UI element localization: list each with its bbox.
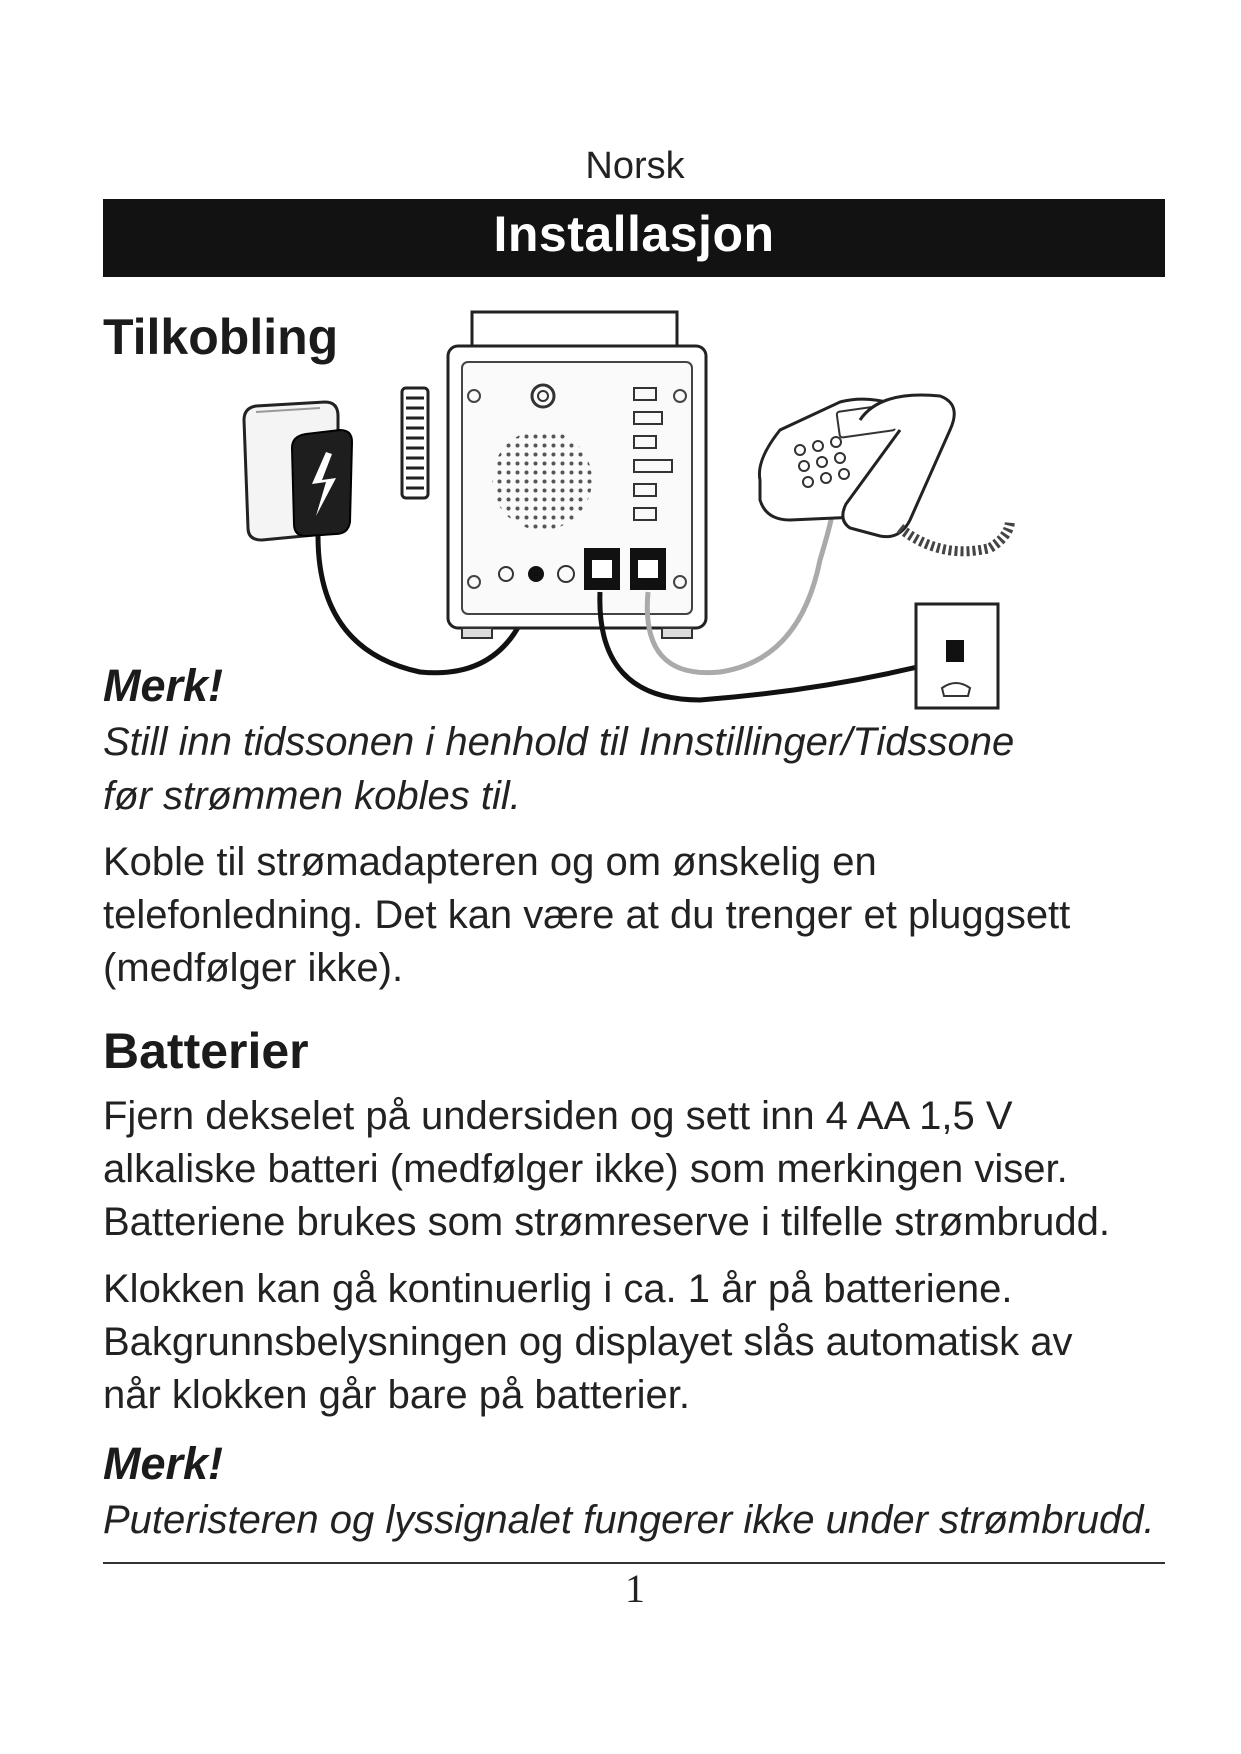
connection-illustration [230, 300, 1030, 720]
note-line: før strømmen kobles til. [103, 774, 521, 818]
text-line: når klokken går bare på batterier. [103, 1373, 691, 1417]
note-text: Puteristeren og lyssignalet fungerer ikke under strømbrudd. [103, 1498, 1155, 1542]
heading-tilkobling: Tilkobling [103, 309, 339, 365]
page-title: Installasjon [493, 206, 775, 262]
note-line: Still inn tidssonen i henhold til Innstillinger/Tidssone [103, 720, 1015, 764]
power-adapter-icon [292, 430, 352, 536]
language-label: Norsk [585, 145, 685, 187]
title-bar [103, 199, 1165, 277]
text-line: alkaliske batteri (medfølger ikke) som merkingen viser. [103, 1147, 1068, 1191]
page-number: 1 [625, 1566, 645, 1611]
telephone-icon [759, 395, 1010, 551]
note-text [103, 715, 1014, 823]
text-line: Fjern dekselet på undersiden og sett inn 4 AA 1,5 V [103, 1094, 1013, 1138]
note-heading: Merk! [103, 1438, 224, 1489]
paragraph-batterier-1 [103, 1090, 1110, 1249]
text-line: Koble til strømadapteren og om ønskelig en [103, 840, 877, 884]
paragraph-tilkobling [103, 836, 1070, 995]
text-line: (medfølger ikke). [103, 946, 404, 990]
note-heading: Merk! [103, 660, 224, 711]
text-line: telefonledning. Det kan være at du trenger et pluggsett [103, 893, 1071, 937]
phone-wall-jack-icon [916, 604, 998, 708]
text-line: Batteriene brukes som strømreserve i tilfelle strømbrudd. [103, 1200, 1110, 1244]
alarm-clock-device-icon [402, 312, 706, 638]
footer-rule [103, 1562, 1165, 1564]
text-line: Bakgrunnsbelysningen og displayet slås automatisk av [103, 1320, 1073, 1364]
text-line: Klokken kan gå kontinuerlig i ca. 1 år på batteriene. [103, 1267, 1013, 1311]
paragraph-batterier-2 [103, 1263, 1072, 1422]
heading-batterier: Batterier [103, 1023, 309, 1079]
